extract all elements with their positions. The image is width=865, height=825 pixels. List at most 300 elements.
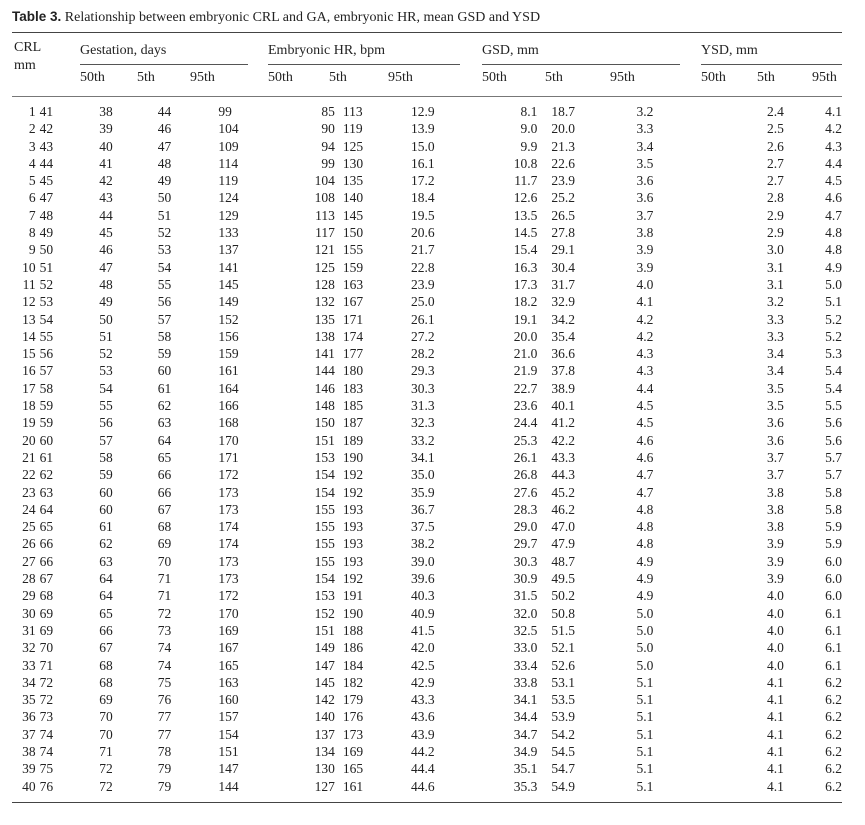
cell-gsd-5th: 12.6	[513, 190, 538, 206]
cell-gsd-5th: 30.9	[513, 571, 538, 587]
cell-hr-5th: 141	[314, 346, 335, 362]
cell-gsd-95th: 50.2	[551, 588, 576, 604]
cell-gsd-95th: 54.2	[551, 726, 576, 742]
table-row	[12, 380, 842, 397]
cell-gsd-50th: 35.0	[410, 467, 435, 483]
subheader-hr-50th: 50th	[268, 70, 293, 85]
cell-ysd-5th: 3.5	[767, 398, 784, 414]
table-row	[12, 120, 842, 137]
cell-gsd-5th: 34.4	[513, 709, 538, 725]
subheader-ysd-95th: 95th	[812, 70, 837, 85]
cell-hr-50th: 114	[218, 155, 239, 171]
cell-hr-95th: 193	[342, 501, 364, 517]
cell-ga-5th: 60	[99, 501, 113, 517]
cell-ysd-50th: 3.8	[636, 225, 654, 241]
cell-hr-95th: 167	[342, 294, 364, 310]
cell-ga-95th: 48	[157, 155, 172, 171]
cell-ysd-50th: 4.5	[636, 415, 654, 431]
cell-gsd-50th: 16.1	[410, 155, 435, 171]
cell-hr-95th: 150	[342, 225, 364, 241]
cell-hr-95th: 192	[342, 467, 364, 483]
cell-ysd-50th: 3.7	[636, 207, 654, 223]
cell-ga-5th: 38	[99, 104, 113, 119]
table-row	[12, 241, 842, 258]
cell-hr-50th: 129	[218, 207, 239, 223]
cell-ysd-5th: 3.7	[767, 467, 784, 483]
header-group-gsd: GSD, mm	[482, 43, 539, 58]
cell-gsd-50th: 20.6	[410, 225, 435, 241]
cell-ysd-95th: 6.2	[825, 761, 842, 777]
cell-hr-50th: 137	[218, 242, 239, 258]
cell-ysd-95th: 6.0	[825, 553, 842, 569]
header-crl: CRL	[14, 40, 42, 55]
cell-gsd-5th: 29.0	[513, 519, 538, 535]
cell-crl: 24	[22, 501, 36, 517]
cell-gsd-95th: 31.7	[551, 276, 576, 292]
cell-ga-5th: 44	[99, 207, 113, 223]
cell-gsd-50th: 33.2	[410, 432, 435, 448]
cell-ysd-50th: 3.4	[636, 138, 654, 154]
subheader-gsd-95th: 95th	[610, 70, 635, 85]
cell-ga-50th: 47	[39, 190, 54, 206]
cell-gsd-5th: 11.7	[514, 173, 538, 189]
cell-ga-50th: 66	[39, 553, 54, 569]
cell-gsd-95th: 41.2	[551, 415, 576, 431]
cell-gsd-50th: 27.2	[410, 328, 435, 344]
cell-hr-50th: 172	[218, 467, 239, 483]
cell-ga-95th: 55	[157, 276, 172, 292]
cell-hr-5th: 151	[314, 432, 335, 448]
cell-ga-95th: 78	[157, 743, 172, 759]
cell-ga-5th: 45	[99, 225, 113, 241]
cell-ysd-50th: 4.2	[636, 311, 654, 327]
header-group-ysd: YSD, mm	[701, 43, 758, 58]
cell-ysd-5th: 3.9	[767, 536, 784, 552]
cell-ga-50th: 63	[39, 484, 54, 500]
cell-ga-95th: 58	[157, 328, 172, 344]
cell-hr-95th: 179	[342, 692, 364, 708]
cell-hr-50th: 173	[218, 501, 239, 517]
cell-ga-50th: 76	[39, 778, 54, 794]
cell-gsd-50th: 43.9	[410, 726, 435, 742]
cell-ga-50th: 64	[39, 501, 54, 517]
cell-ysd-50th: 4.3	[636, 363, 654, 379]
cell-ga-50th: 60	[39, 432, 54, 448]
cell-gsd-95th: 52.6	[551, 657, 576, 673]
cell-gsd-95th: 26.5	[551, 207, 576, 223]
cell-gsd-95th: 48.7	[551, 553, 576, 569]
cell-gsd-95th: 40.1	[551, 398, 576, 414]
cell-gsd-50th: 22.8	[410, 259, 435, 275]
cell-gsd-50th: 35.9	[410, 484, 435, 500]
cell-gsd-5th: 33.8	[513, 674, 538, 690]
cell-ysd-50th: 4.3	[636, 346, 654, 362]
cell-gsd-95th: 53.5	[551, 692, 576, 708]
cell-hr-5th: 113	[315, 207, 335, 223]
cell-ga-95th: 71	[157, 588, 172, 604]
cell-gsd-95th: 36.6	[551, 346, 576, 362]
subheader-gsd-5th: 5th	[545, 70, 563, 85]
cell-ysd-5th: 2.4	[767, 104, 784, 119]
cell-gsd-5th: 34.9	[513, 743, 538, 759]
cell-hr-50th: 164	[218, 380, 239, 396]
cell-hr-5th: 146	[314, 380, 335, 396]
cell-ga-95th: 69	[157, 536, 172, 552]
cell-gsd-5th: 19.1	[513, 311, 538, 327]
cell-ysd-50th: 3.2	[636, 104, 654, 119]
cell-gsd-95th: 38.9	[551, 380, 576, 396]
table-row	[12, 553, 842, 570]
cell-hr-50th: 166	[218, 398, 239, 414]
cell-ga-50th: 72	[39, 692, 54, 708]
cell-crl: 10	[22, 259, 36, 275]
cell-ysd-5th: 4.1	[767, 674, 784, 690]
cell-hr-95th: 173	[342, 726, 364, 742]
cell-gsd-50th: 38.2	[410, 536, 435, 552]
header-crl-unit: mm	[14, 58, 36, 73]
cell-gsd-95th: 22.6	[551, 155, 576, 171]
cell-hr-50th: 156	[218, 328, 239, 344]
table-caption-label: Table 3.	[12, 9, 62, 24]
cell-ysd-95th: 4.7	[825, 207, 842, 223]
cell-hr-5th: 147	[314, 657, 335, 673]
table-row	[12, 639, 842, 656]
subheader-gestation-95th: 95th	[190, 70, 215, 85]
table-row	[12, 535, 842, 552]
cell-ysd-95th: 6.0	[825, 588, 842, 604]
cell-ga-5th: 70	[99, 726, 113, 742]
cell-ysd-50th: 3.6	[636, 190, 654, 206]
cell-ysd-5th: 3.4	[767, 346, 784, 362]
cell-ysd-95th: 5.0	[825, 276, 842, 292]
table-row	[12, 172, 842, 189]
cell-hr-50th: 104	[218, 121, 239, 137]
cell-ysd-5th: 2.7	[767, 173, 784, 189]
subheader-hr-95th: 95th	[388, 70, 413, 85]
table-row	[12, 674, 842, 691]
subheader-hr-5th: 5th	[329, 70, 347, 85]
cell-gsd-50th: 42.5	[410, 657, 435, 673]
cell-hr-95th: 145	[342, 207, 364, 223]
table-row	[12, 138, 842, 155]
cell-hr-5th: 155	[314, 519, 335, 535]
cell-ga-50th: 62	[39, 467, 54, 483]
cell-ga-5th: 58	[99, 449, 113, 465]
cell-ysd-5th: 2.6	[767, 138, 784, 154]
cell-ysd-95th: 6.2	[825, 778, 842, 794]
cell-ga-5th: 65	[99, 605, 113, 621]
cell-ysd-50th: 4.7	[636, 484, 654, 500]
cell-ysd-5th: 3.6	[767, 415, 784, 431]
cell-ga-50th: 65	[39, 519, 54, 535]
cell-crl: 29	[22, 588, 36, 604]
cell-ysd-95th: 5.2	[825, 311, 842, 327]
cell-hr-5th: 154	[314, 571, 335, 587]
group-rule-gsd	[482, 64, 680, 65]
cell-ysd-5th: 4.1	[767, 743, 784, 759]
cell-ga-95th: 57	[157, 311, 172, 327]
cell-hr-5th: 155	[314, 536, 335, 552]
cell-gsd-95th: 32.9	[551, 294, 576, 310]
cell-ga-95th: 74	[157, 657, 172, 673]
cell-hr-5th: 149	[314, 640, 335, 656]
cell-ga-50th: 66	[39, 536, 54, 552]
cell-ysd-95th: 5.8	[825, 484, 842, 500]
cell-ga-50th: 69	[39, 622, 54, 638]
cell-ysd-5th: 4.0	[767, 657, 784, 673]
cell-ga-5th: 51	[99, 328, 113, 344]
cell-ysd-95th: 6.1	[825, 657, 842, 673]
subheader-gestation-5th: 5th	[137, 70, 155, 85]
cell-ysd-95th: 5.6	[825, 432, 842, 448]
table-row	[12, 605, 842, 622]
cell-hr-5th: 154	[314, 467, 335, 483]
cell-hr-95th: 180	[342, 363, 364, 379]
table-caption-block	[12, 6, 842, 28]
cell-crl: 6	[28, 190, 36, 206]
cell-crl: 31	[22, 622, 36, 638]
cell-ysd-50th: 5.1	[636, 761, 654, 777]
cell-ysd-5th: 3.1	[767, 276, 784, 292]
cell-crl: 34	[22, 674, 36, 690]
cell-hr-5th: 144	[314, 363, 335, 379]
cell-gsd-50th: 44.2	[410, 743, 435, 759]
cell-gsd-5th: 13.5	[513, 207, 538, 223]
cell-ysd-5th: 3.7	[767, 449, 784, 465]
cell-ysd-5th: 3.8	[767, 484, 784, 500]
table-row	[12, 518, 842, 535]
cell-ga-95th: 47	[157, 138, 172, 154]
cell-gsd-50th: 21.7	[410, 242, 435, 258]
cell-ga-50th: 59	[39, 398, 54, 414]
cell-ysd-50th: 4.9	[636, 553, 654, 569]
cell-gsd-5th: 23.6	[513, 398, 538, 414]
cell-ysd-5th: 4.0	[767, 588, 784, 604]
table-bottom-rule	[12, 802, 842, 803]
cell-ysd-95th: 5.7	[825, 467, 842, 483]
cell-gsd-95th: 54.5	[551, 743, 576, 759]
cell-ga-5th: 63	[99, 553, 113, 569]
cell-gsd-5th: 8.1	[520, 104, 538, 119]
cell-gsd-50th: 44.6	[410, 778, 435, 794]
table-top-rule	[12, 32, 842, 33]
cell-ysd-95th: 5.2	[825, 328, 842, 344]
cell-ga-95th: 75	[157, 674, 172, 690]
cell-hr-95th: 163	[342, 276, 364, 292]
cell-gsd-5th: 15.4	[513, 242, 538, 258]
table-caption-text: Relationship between embryonic CRL and GA, embryonic HR, mean GSD and YSD	[61, 10, 541, 25]
cell-ysd-95th: 6.0	[825, 571, 842, 587]
cell-crl: 7	[28, 207, 36, 223]
cell-ga-5th: 66	[99, 622, 113, 638]
cell-gsd-50th: 12.9	[410, 104, 435, 119]
cell-gsd-95th: 53.1	[551, 674, 576, 690]
table-row	[12, 432, 842, 449]
cell-ga-5th: 43	[99, 190, 113, 206]
cell-hr-50th: 170	[218, 432, 239, 448]
cell-hr-50th: 170	[218, 605, 239, 621]
group-rule-hr	[268, 64, 460, 65]
table-row	[12, 726, 842, 743]
cell-gsd-95th: 47.0	[551, 519, 576, 535]
cell-crl: 18	[22, 398, 36, 414]
cell-ga-95th: 74	[157, 640, 172, 656]
cell-gsd-5th: 21.9	[513, 363, 538, 379]
cell-gsd-95th: 47.9	[551, 536, 576, 552]
cell-hr-50th: 147	[218, 761, 239, 777]
cell-hr-50th: 163	[218, 674, 239, 690]
cell-ysd-50th: 4.2	[636, 328, 654, 344]
cell-ysd-50th: 4.6	[636, 432, 654, 448]
cell-ysd-50th: 5.0	[636, 640, 654, 656]
table-row	[12, 570, 842, 587]
cell-gsd-5th: 22.7	[513, 380, 538, 396]
cell-gsd-5th: 21.0	[513, 346, 538, 362]
cell-gsd-95th: 54.9	[551, 778, 576, 794]
cell-gsd-50th: 19.5	[410, 207, 435, 223]
cell-ga-50th: 73	[39, 709, 54, 725]
cell-ga-95th: 54	[157, 259, 172, 275]
cell-ysd-50th: 4.9	[636, 571, 654, 587]
cell-ysd-50th: 5.1	[636, 709, 654, 725]
group-rule-ysd	[701, 64, 842, 65]
cell-hr-95th: 119	[342, 121, 363, 137]
header-group-gestation: Gestation, days	[80, 43, 167, 58]
table-row	[12, 328, 842, 345]
cell-crl: 21	[22, 449, 36, 465]
cell-hr-95th: 135	[342, 173, 364, 189]
cell-ga-5th: 55	[99, 398, 113, 414]
cell-ga-50th: 57	[39, 363, 54, 379]
cell-ga-50th: 71	[39, 657, 54, 673]
cell-ysd-5th: 4.0	[767, 622, 784, 638]
cell-hr-50th: 171	[218, 449, 239, 465]
cell-gsd-5th: 24.4	[513, 415, 538, 431]
cell-ga-5th: 67	[99, 640, 113, 656]
cell-gsd-5th: 14.5	[513, 225, 538, 241]
cell-ysd-95th: 6.1	[825, 640, 842, 656]
cell-hr-95th: 191	[342, 588, 364, 604]
cell-gsd-50th: 25.0	[410, 294, 435, 310]
cell-ysd-95th: 5.3	[825, 346, 842, 362]
table-row	[12, 622, 842, 639]
header-bottom-rule	[12, 96, 842, 97]
cell-ga-50th: 72	[39, 674, 54, 690]
cell-gsd-50th: 13.9	[410, 121, 435, 137]
cell-hr-5th: 137	[314, 726, 335, 742]
cell-ysd-95th: 4.3	[825, 138, 842, 154]
cell-ga-95th: 72	[157, 605, 172, 621]
cell-gsd-50th: 29.3	[410, 363, 435, 379]
cell-hr-50th: 152	[218, 311, 239, 327]
cell-gsd-95th: 49.5	[551, 571, 576, 587]
cell-crl: 39	[22, 761, 36, 777]
cell-hr-95th: 186	[342, 640, 364, 656]
cell-hr-95th: 192	[342, 484, 364, 500]
cell-ga-50th: 41	[39, 104, 54, 119]
cell-ysd-5th: 3.9	[767, 553, 784, 569]
cell-ga-5th: 62	[99, 536, 113, 552]
cell-ga-5th: 69	[99, 692, 113, 708]
cell-gsd-50th: 42.9	[410, 674, 435, 690]
cell-crl: 3	[28, 138, 36, 154]
cell-ysd-50th: 5.0	[636, 657, 654, 673]
cell-hr-5th: 151	[314, 622, 335, 638]
cell-gsd-5th: 27.6	[513, 484, 538, 500]
cell-ysd-50th: 4.7	[636, 467, 654, 483]
cell-ga-5th: 57	[99, 432, 113, 448]
table-row	[12, 657, 842, 674]
cell-gsd-5th: 9.0	[520, 121, 538, 137]
cell-ysd-95th: 6.2	[825, 743, 842, 759]
cell-gsd-95th: 54.7	[551, 761, 576, 777]
cell-hr-95th: 176	[342, 709, 364, 725]
cell-ga-5th: 64	[99, 588, 113, 604]
cell-hr-50th: 173	[218, 571, 239, 587]
cell-gsd-5th: 10.8	[513, 155, 538, 171]
table-row	[12, 587, 842, 604]
cell-hr-5th: 128	[314, 276, 335, 292]
cell-hr-50th: 119	[218, 173, 239, 189]
cell-hr-5th: 90	[321, 121, 335, 137]
cell-hr-5th: 130	[314, 761, 335, 777]
cell-ga-95th: 49	[157, 173, 172, 189]
cell-ga-50th: 51	[39, 259, 54, 275]
cell-ga-5th: 46	[99, 242, 113, 258]
cell-ga-95th: 61	[157, 380, 172, 396]
cell-gsd-50th: 36.7	[410, 501, 435, 517]
cell-hr-50th: 173	[218, 553, 239, 569]
cell-gsd-95th: 44.3	[551, 467, 576, 483]
cell-gsd-95th: 29.1	[551, 242, 576, 258]
cell-gsd-50th: 26.1	[410, 311, 435, 327]
cell-ga-95th: 50	[157, 190, 172, 206]
cell-hr-5th: 134	[314, 743, 335, 759]
cell-gsd-50th: 34.1	[410, 449, 435, 465]
cell-gsd-50th: 43.3	[410, 692, 435, 708]
cell-hr-5th: 153	[314, 588, 335, 604]
cell-gsd-95th: 37.8	[551, 363, 576, 379]
cell-ga-50th: 61	[39, 449, 54, 465]
cell-ga-5th: 39	[99, 121, 113, 137]
cell-ysd-5th: 4.1	[767, 778, 784, 794]
cell-hr-50th: 174	[218, 536, 239, 552]
cell-gsd-5th: 32.0	[513, 605, 538, 621]
cell-ga-50th: 49	[39, 225, 54, 241]
cell-gsd-50th: 40.9	[410, 605, 435, 621]
cell-ga-5th: 71	[99, 743, 113, 759]
cell-ysd-95th: 6.2	[825, 726, 842, 742]
cell-ysd-5th: 3.4	[767, 363, 784, 379]
cell-ga-95th: 66	[157, 467, 172, 483]
table-row	[12, 189, 842, 206]
cell-ysd-5th: 3.1	[767, 259, 784, 275]
cell-crl: 2	[28, 121, 36, 137]
cell-ysd-95th: 5.8	[825, 501, 842, 517]
table-caption	[12, 6, 842, 28]
cell-gsd-50th: 32.3	[410, 415, 435, 431]
cell-gsd-5th: 25.3	[513, 432, 538, 448]
cell-ga-5th: 54	[99, 380, 113, 396]
cell-ga-50th: 59	[39, 415, 54, 431]
cell-gsd-95th: 50.8	[551, 605, 576, 621]
cell-crl: 26	[22, 536, 36, 552]
cell-hr-50th: 99	[218, 104, 232, 119]
cell-crl: 15	[22, 346, 36, 362]
cell-ga-95th: 68	[157, 519, 172, 535]
cell-hr-95th: 193	[342, 519, 364, 535]
cell-ysd-5th: 4.1	[767, 761, 784, 777]
